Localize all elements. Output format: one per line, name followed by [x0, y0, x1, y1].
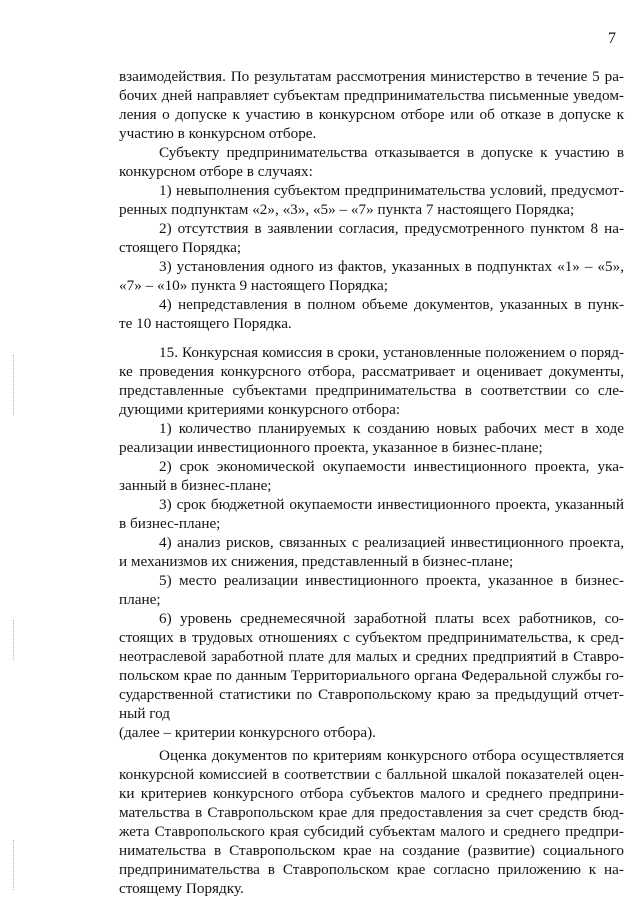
text-line: предпринимательства в Ставропольском крае согласно приложению к на- — [119, 861, 624, 878]
text-line: те 10 настоящего Порядка. — [119, 315, 292, 332]
text-line: Субъекту предпринимательства отказывается в допуске к участию в — [159, 144, 624, 161]
text-line: ренных подпунктам «2», «3», «5» – «7» пункта 7 настоящего Порядка; — [119, 201, 575, 218]
text-line: польском крае по данным Территориального органа Федеральной службы го- — [119, 667, 624, 684]
text-line: бочих дней направляет субъектам предпринимательства письменные уведом- — [119, 87, 624, 104]
text-line: 4) непредставления в полном объеме документов, указанных в пунк- — [159, 296, 624, 313]
text-line: и механизмов их снижения, представленный в бизнес-плане; — [119, 553, 514, 570]
text-line: конкурсной комиссией в соответствии с балльной шкалой показателей оцен- — [119, 766, 624, 783]
text-line: 1) невыполнения субъектом предпринимательства условий, предусмот- — [159, 182, 624, 199]
text-line: дующими критериями конкурсного отбора: — [119, 401, 401, 418]
text-line: 3) срок бюджетной окупаемости инвестиционного проекта, указанный — [159, 496, 624, 513]
text-line: 3) установления одного из фактов, указанных в подпунктах «1» – «5», — [159, 258, 624, 275]
text-line: 2) отсутствия в заявлении согласия, предусмотренного пунктом 8 на- — [159, 220, 624, 237]
text-line: «7» – «10» пункта 9 настоящего Порядка; — [119, 277, 388, 294]
text-line: Оценка документов по критериям конкурсного отбора осуществляется — [159, 747, 624, 764]
text-line: нимательства в Ставропольском крае на создание (развитие) социального — [119, 842, 624, 859]
text-line: 1) количество планируемых к созданию новых рабочих мест в ходе — [159, 420, 624, 437]
text-line: представленные субъектами предпринимательства в соответствии со сле- — [119, 382, 624, 399]
text-line: (далее – критерии конкурсного отбора). — [119, 724, 376, 741]
text-line: ный год — [119, 705, 170, 722]
page-number: 7 — [608, 30, 616, 47]
text-line: стоящему Порядку. — [119, 880, 244, 897]
text-line: 5) место реализации инвестиционного проекта, указанное в бизнес- — [159, 572, 624, 589]
text-line: 6) уровень среднемесячной заработной платы всех работников, со- — [159, 610, 624, 627]
text-line: ления о допуске к участию в конкурсном отборе или об отказе в допуске к — [119, 106, 624, 123]
scan-margin-dots — [13, 620, 15, 660]
text-line: стоящего Порядка; — [119, 239, 242, 256]
text-line: в бизнес-плане; — [119, 515, 221, 532]
text-line: сударственной статистики по Ставропольскому краю за предыдущий отчет- — [119, 686, 624, 703]
text-line: 15. Конкурсная комиссия в сроки, установленные положением о поряд- — [159, 344, 624, 361]
text-line: 4) анализ рисков, связанных с реализацией инвестиционного проекта, — [159, 534, 624, 551]
text-line: реализации инвестиционного проекта, указанное в бизнес-плане; — [119, 439, 543, 456]
text-line: ки критериев конкурсного отбора субъектов малого и среднего предприни- — [119, 785, 624, 802]
text-line: стоящих в трудовых отношениях с субъектом предпринимательства, к сред- — [119, 629, 624, 646]
text-line: мательства в Ставропольском крае для предоставления за счет средств бюд- — [119, 804, 624, 821]
text-line: неотраслевой заработной плате для малых и средних предприятий в Ставро- — [119, 648, 624, 665]
text-line: конкурсном отборе в случаях: — [119, 163, 313, 180]
text-line: взаимодействия. По результатам рассмотрения министерство в течение 5 ра- — [119, 68, 624, 85]
text-line: участию в конкурсном отборе. — [119, 125, 317, 142]
text-line: плане; — [119, 591, 161, 608]
text-line: ке проведения конкурсного отбора, рассматривает и оценивает документы, — [119, 363, 624, 380]
text-line: жета Ставропольского края субсидий субъектам малого и среднего предпри- — [119, 823, 624, 840]
scan-margin-dots — [13, 355, 15, 415]
scan-margin-dots — [13, 840, 15, 890]
text-line: занный в бизнес-плане; — [119, 477, 272, 494]
text-line: 2) срок экономической окупаемости инвестиционного проекта, ука- — [159, 458, 624, 475]
